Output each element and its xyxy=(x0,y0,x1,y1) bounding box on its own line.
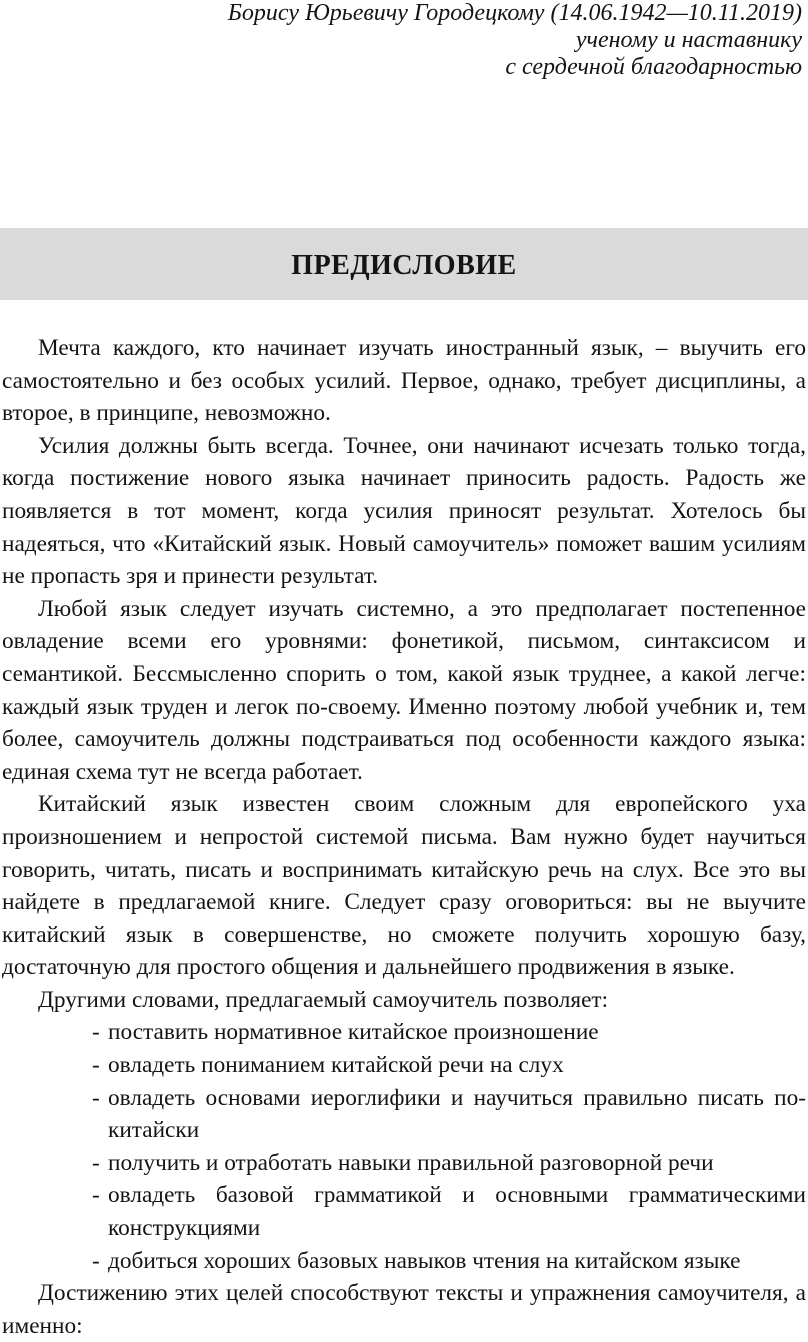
goals-list xyxy=(2,1016,806,1277)
list-dash: - xyxy=(92,1052,100,1079)
list-item-text: добиться хороших базовых навыков чтения на китайском языке xyxy=(108,1247,741,1274)
paragraph: Мечта каждого, кто начинает изучать иностранный язык, – выучить его самостоятельно и без особых усилий. Первое, однако, требует дисциплины, а второе, в принципе, невозможно. xyxy=(2,335,806,427)
list-dash: - xyxy=(92,1182,100,1209)
list-item-text: овладеть базовой грамматикой и основными грамматическими конструкциями xyxy=(108,1182,806,1242)
list-item xyxy=(92,1016,806,1049)
list-item-text: овладеть основами иероглифики и научиться правильно писать по-китайски xyxy=(108,1084,806,1144)
paragraph: Другими словами, предлагаемый самоучитель позволяет: xyxy=(38,986,609,1013)
list-item-text: получить и отработать навыки правильной разговорной речи xyxy=(108,1149,714,1176)
list-dash: - xyxy=(92,1149,100,1176)
dedication-line: Борису Юрьевичу Городецкому (14.06.1942—10.11.2019) xyxy=(227,0,802,26)
dedication xyxy=(228,0,802,81)
preface-text xyxy=(2,332,806,1342)
dedication-line: ученому и наставнику xyxy=(575,27,802,53)
paragraph: Любой язык следует изучать системно, а это предполагает постепенное овладение всеми его уровнями: фонетикой, письмом, синтаксисом и семантикой. Бессмысленно спорить о том, какой язык труднее, а какой легче: каждый язык труден и легок по-своему. Именно поэтому любой учебник и, тем более, самоучитель должны подстраиваться под особенности каждого языка: единая схема тут не всегда работает. xyxy=(2,595,806,785)
list-item xyxy=(92,1147,806,1180)
section-title: ПРЕДИСЛОВИЕ xyxy=(291,250,517,281)
list-item-text: овладеть пониманием китайской речи на слух xyxy=(108,1052,564,1079)
paragraph: Усилия должны быть всегда. Точнее, они начинают исчезать только тогда, когда постижение нового языка начинает приносить радость. Радость же появляется в тот момент, когда усилия приносят результат. Хотелось бы надеяться, что «Китайский язык. Новый самоучитель» поможет вашим усилиям не пропасть зря и принести результат. xyxy=(2,432,806,590)
list-item xyxy=(92,1049,806,1082)
section-heading-band xyxy=(0,228,808,300)
list-item xyxy=(92,1245,806,1278)
list-dash: - xyxy=(92,1019,100,1046)
list-dash: - xyxy=(92,1084,100,1111)
list-dash: - xyxy=(92,1247,100,1274)
list-item-text: поставить нормативное китайское произношение xyxy=(108,1019,599,1046)
list-item xyxy=(92,1179,806,1244)
dedication-line: с сердечной благодарностью xyxy=(505,54,802,80)
closing-paragraph: Достижению этих целей способствуют тексты и упражнения самоучителя, а именно: xyxy=(2,1280,806,1339)
list-item xyxy=(92,1082,806,1147)
paragraph: Китайский язык известен своим сложным для европейского уха произношением и непростой системой письма. Вам нужно будет научиться говорить, читать, писать и воспринимать китайскую речь на слух. Все это вы найдете в предлагаемой книге. Следует сразу оговориться: вы не выучите китайский язык в совершенстве, но сможете получить хорошую базу, достаточную для простого общения и дальнейшего продвижения в языке. xyxy=(2,791,806,981)
